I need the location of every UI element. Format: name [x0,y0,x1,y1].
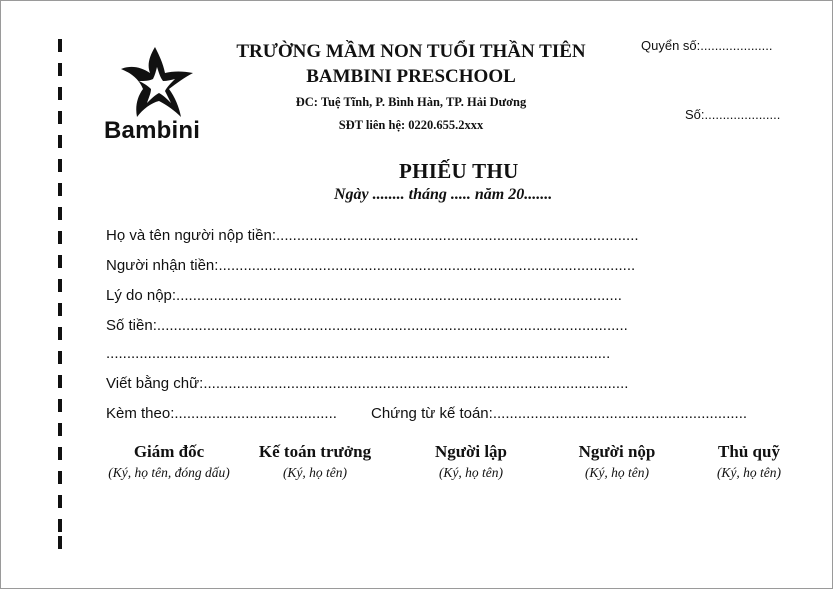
date-field[interactable]: Ngày ........ tháng ..... năm 20....... [334,186,553,203]
signature-payer [557,441,677,483]
signature-cashier [701,441,797,483]
amount-in-words-field[interactable]: Viết bằng chữ:...................................................................................................... [106,375,629,392]
school-logo [101,41,221,146]
reason-field[interactable]: Lý do nộp:........................................................................................................... [106,287,622,304]
accounting-docs-field[interactable]: Chứng từ kế toán:............................................................. [371,405,748,422]
amount-field[interactable]: Số tiền:................................................................................................................. [106,317,628,334]
signature-role: Thủ quỹ [718,442,780,461]
receiver-field[interactable]: Người nhận tiền:.................................................................................................... [106,257,636,274]
signature-preparer [411,441,531,483]
school-name-en: BAMBINI PRESCHOOL [306,66,516,87]
school-address: ĐC: Tuệ Tĩnh, P. Bình Hàn, TP. Hải Dương [295,95,527,109]
signature-role: Người lập [434,442,508,461]
attachments-field[interactable]: Kèm theo:....................................... [106,405,337,422]
amount-continued-field[interactable]: ......................................................................................................................... [106,345,611,362]
school-name-vn: TRƯỜNG MẦM NON TUỔI THẦN TIÊN [236,41,586,62]
signature-role: Người nộp [578,442,656,461]
payer-name-field[interactable]: Họ và tên người nộp tiền:....................................................................................... [106,227,639,244]
serial-number-field[interactable]: Số:..................... [685,107,781,122]
star-swirl-icon [119,43,195,119]
signature-chief-accountant [245,441,385,483]
logo-text: Bambini [104,117,201,144]
signature-note: (Ký, họ tên) [438,465,504,480]
signature-note: (Ký, họ tên) [716,465,782,480]
signature-note: (Ký, họ tên, đóng dấu) [108,465,230,480]
signature-note: (Ký, họ tên) [584,465,650,480]
signature-note: (Ký, họ tên) [282,465,348,480]
book-number-field[interactable]: Quyển số:.................... [641,38,773,53]
signature-director [95,441,243,483]
signature-role: Kế toán trưởng [258,442,372,461]
signature-role: Giám đốc [133,442,205,461]
perforation-line [58,39,62,549]
school-header [231,39,591,135]
school-phone: SĐT liên hệ: 0220.655.2xxx [338,118,484,132]
page-title: PHIẾU THU [399,159,519,183]
